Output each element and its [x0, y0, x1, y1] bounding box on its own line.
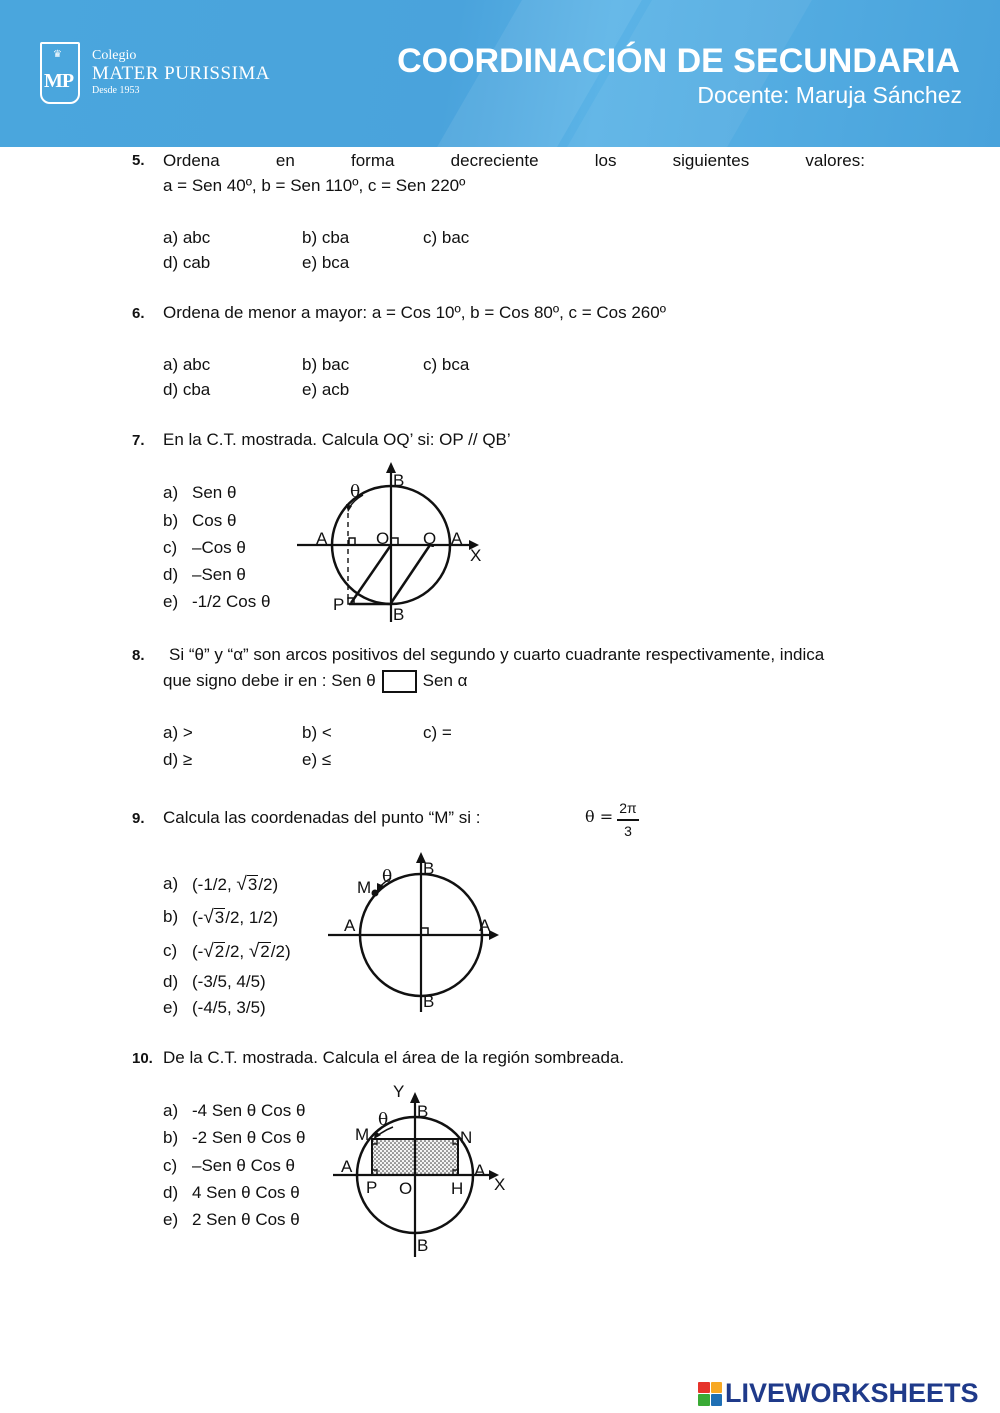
question-number: 8.	[132, 647, 145, 664]
label-y: Y	[393, 1082, 405, 1101]
expr-right: Sen α	[422, 670, 468, 690]
label-p: P	[333, 595, 345, 614]
option-letter: b)	[163, 1128, 179, 1147]
option[interactable]: Cos θ	[192, 511, 237, 530]
option[interactable]: a) abc	[163, 355, 211, 374]
school-name-line2: MATER PURISSIMA	[92, 63, 271, 84]
word: siguientes	[672, 151, 750, 170]
fraction-denominator: 3	[624, 823, 632, 839]
option[interactable]: (-4/5, 3/5)	[192, 998, 266, 1017]
radicand: 2	[214, 942, 225, 961]
label-m: M	[355, 1125, 370, 1144]
label-b-top: B	[417, 1102, 429, 1121]
option-part: /2)	[258, 875, 279, 894]
label-h: H	[451, 1179, 464, 1198]
option[interactable]: b) <	[302, 723, 332, 742]
label-b-bottom: B	[423, 992, 435, 1011]
school-name-line1: Colegio	[92, 48, 137, 63]
liveworksheets-logo	[698, 1378, 979, 1409]
label-a-left: A	[341, 1157, 353, 1176]
label-p: P	[366, 1178, 378, 1197]
theta-equals: θ =	[585, 807, 614, 826]
option[interactable]: d) cba	[163, 380, 211, 399]
option[interactable]: c) bac	[423, 228, 470, 247]
label-a-right: A	[474, 1161, 486, 1180]
page-title: COORDINACIÓN DE SECUNDARIA	[397, 42, 960, 80]
option[interactable]: e) bca	[302, 253, 350, 272]
option[interactable]: b) cba	[302, 228, 350, 247]
label-b-bottom: B	[393, 605, 405, 624]
label-b-top: B	[423, 859, 435, 878]
word: valores:	[805, 151, 865, 170]
option[interactable]: c) =	[423, 723, 452, 742]
option[interactable]: 2 Sen θ Cos θ	[192, 1210, 300, 1229]
word: en	[275, 151, 295, 170]
option[interactable]: e) ≤	[302, 750, 332, 769]
fraction-numerator: 2π	[619, 800, 637, 816]
option-letter: c)	[163, 538, 178, 557]
crown-icon: ♛	[53, 49, 62, 60]
option[interactable]: c) bca	[423, 355, 470, 374]
expr-left: que signo debe ir en : Sen θ	[163, 670, 376, 690]
option-letter: c)	[163, 941, 178, 960]
option-part: /2,	[225, 942, 249, 961]
word: decreciente	[450, 151, 539, 170]
label-x: X	[470, 546, 482, 565]
question-10-text: De la C.T. mostrada. Calcula el área de la región sombreada.	[163, 1048, 625, 1067]
option-part: /2)	[270, 942, 291, 961]
question-7-text: En la C.T. mostrada. Calcula OQ’ si: OP // QB’	[163, 430, 511, 449]
radicand: 3	[214, 908, 225, 927]
option-part: (-	[192, 908, 204, 927]
question-number: 5.	[132, 152, 145, 169]
question-9-text: Calcula las coordenadas del punto “M” si :	[163, 808, 481, 827]
option-letter: e)	[163, 1210, 179, 1229]
option[interactable]: (-3/5, 4/5)	[192, 972, 266, 991]
label-theta: θ	[382, 867, 393, 887]
school-founded: Desde 1953	[92, 85, 140, 96]
question-number: 10.	[132, 1050, 153, 1067]
label-a-right: A	[479, 916, 491, 935]
question-8-line1: Si “θ” y “α” son arcos positivos del segundo y cuarto cuadrante respectivamente, indica	[169, 645, 825, 664]
option[interactable]: 4 Sen θ Cos θ	[192, 1183, 300, 1202]
option[interactable]: -4 Sen θ Cos θ	[192, 1101, 306, 1120]
option-letter: d)	[163, 1183, 179, 1202]
word: forma	[351, 151, 395, 170]
label-b-bottom: B	[417, 1236, 429, 1255]
label-q: Q	[423, 529, 437, 548]
option-letter: b)	[163, 907, 179, 926]
word: los	[594, 151, 617, 170]
option-letter: a)	[163, 483, 179, 502]
option-letter: d)	[163, 972, 179, 991]
question-number: 9.	[132, 810, 145, 827]
option[interactable]: Sen θ	[192, 483, 237, 502]
option-letter: a)	[163, 1101, 179, 1120]
word: Ordena	[163, 151, 220, 170]
sqrt-icon: √	[203, 907, 214, 928]
liveworksheets-badge-icon	[698, 1382, 722, 1406]
question-number: 6.	[132, 305, 145, 322]
label-a-right: A	[451, 529, 463, 548]
label-m: M	[357, 878, 372, 897]
teacher-name: Docente: Maruja Sánchez	[697, 82, 962, 108]
label-n: N	[460, 1128, 473, 1147]
option-letter: d)	[163, 565, 179, 584]
option-part: (-1/2,	[192, 875, 237, 894]
label-x: X	[494, 1175, 506, 1194]
option[interactable]: a) >	[163, 723, 193, 742]
option[interactable]: d) cab	[163, 253, 211, 272]
sqrt-icon: √	[236, 874, 247, 895]
label-o: O	[376, 529, 390, 548]
label-a-left: A	[316, 529, 328, 548]
option-letter: a)	[163, 874, 179, 893]
option[interactable]: –Cos θ	[192, 538, 246, 557]
option-part: /2, 1/2)	[225, 908, 279, 927]
option[interactable]: -1/2 Cos θ	[192, 592, 271, 611]
question-6-text: Ordena de menor a mayor: a = Cos 10º, b = Cos 80º, c = Cos 260º	[163, 303, 666, 322]
label-o: O	[399, 1179, 413, 1198]
option[interactable]: e) acb	[302, 380, 350, 399]
option-letter: b)	[163, 511, 179, 530]
option[interactable]: -2 Sen θ Cos θ	[192, 1128, 306, 1147]
sqrt-icon: √	[203, 941, 214, 962]
option-letter: e)	[163, 592, 179, 611]
label-a-left: A	[344, 916, 356, 935]
radicand: 2	[260, 942, 270, 961]
sqrt-icon: √	[248, 941, 260, 962]
question-5-line2: a = Sen 40º, b = Sen 110º, c = Sen 220º	[163, 176, 466, 195]
school-monogram: MP	[44, 70, 74, 92]
option[interactable]: b) bac	[302, 355, 350, 374]
brand-name: LIVEWORKSHEETS	[725, 1378, 979, 1408]
radicand: 3	[247, 875, 258, 894]
option[interactable]: –Sen θ Cos θ	[192, 1156, 296, 1175]
option-letter: e)	[163, 998, 179, 1017]
question-number: 7.	[132, 432, 145, 449]
option[interactable]: a) abc	[163, 228, 211, 247]
label-theta: θ	[378, 1110, 389, 1130]
option[interactable]: –Sen θ	[192, 565, 246, 584]
label-theta: θ	[350, 482, 361, 502]
option[interactable]: d) ≥	[163, 750, 193, 769]
option-part: (-	[192, 942, 204, 961]
label-b-top: B	[393, 471, 405, 490]
option-letter: c)	[163, 1156, 178, 1175]
